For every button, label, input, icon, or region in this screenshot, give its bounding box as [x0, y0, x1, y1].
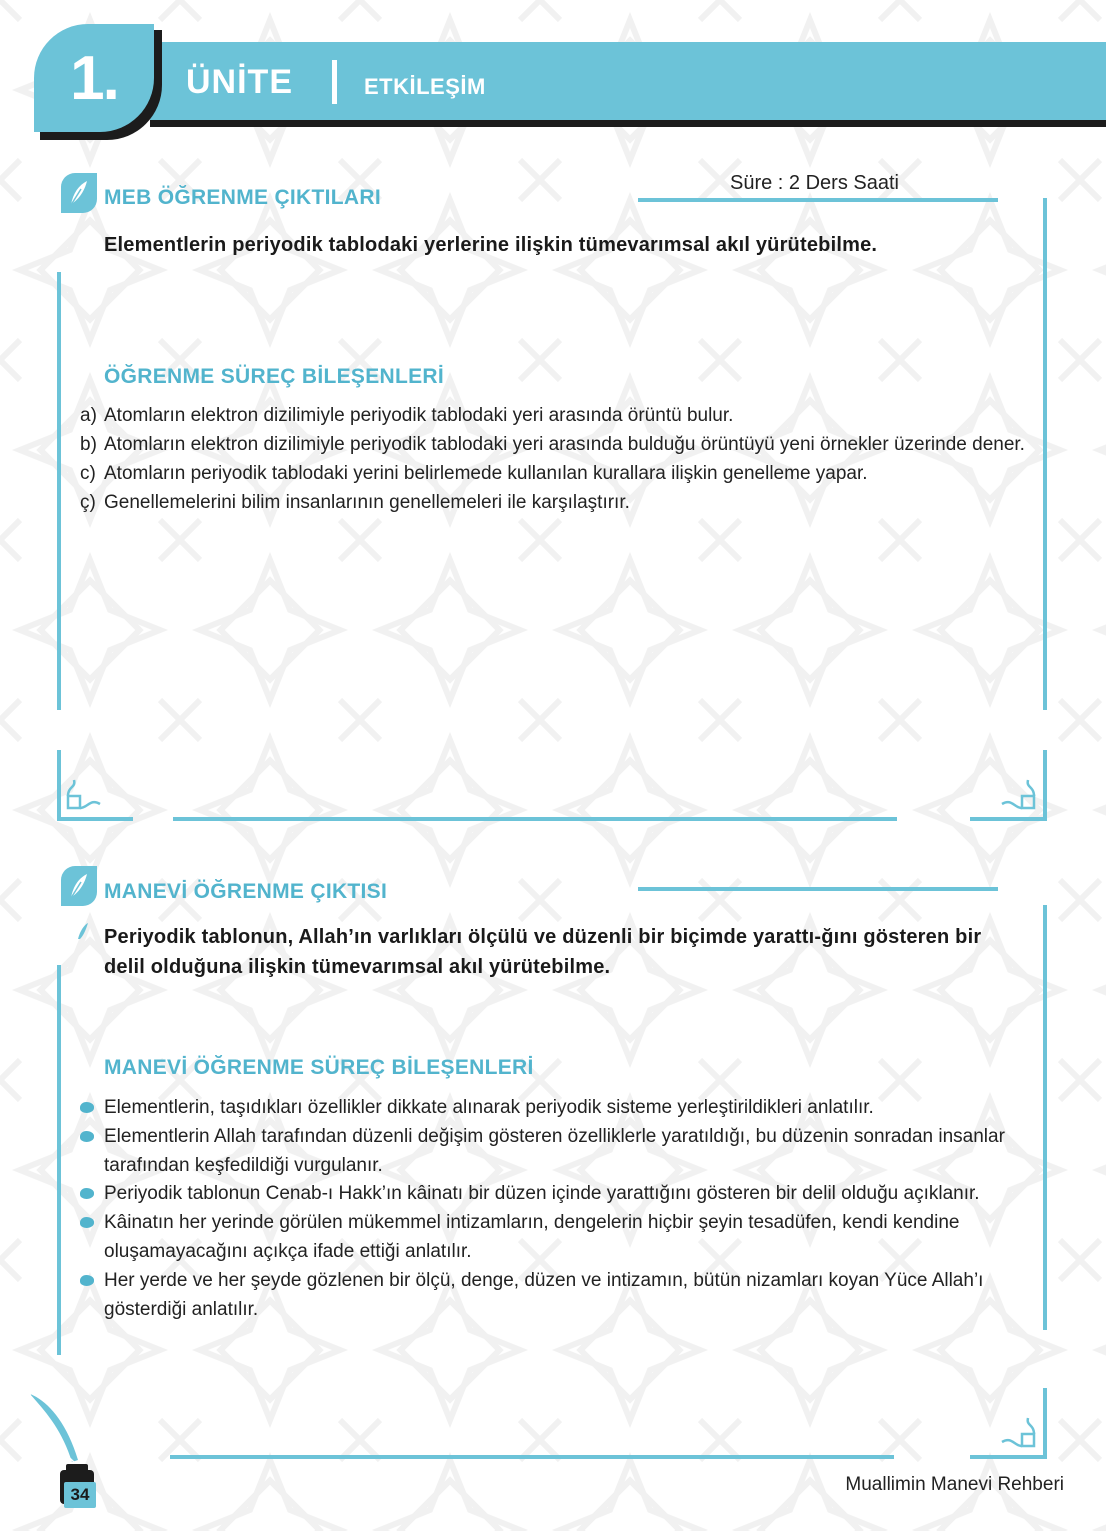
frame-bottom-center	[170, 1455, 894, 1459]
page-number: 34	[64, 1482, 96, 1508]
duration-label: Süre : 2 Ders Saati	[730, 172, 899, 194]
bullet-icon	[80, 1267, 104, 1325]
list-item: Elementlerin, taşıdıkları özellikler dikkate alınarak periyodik sisteme yerleştirildikleri anlatılır.	[80, 1094, 1015, 1123]
frame-bottom-left	[57, 817, 133, 821]
unit-number: 1.	[70, 43, 118, 113]
meb-process-title: ÖĞRENME SÜREÇ BİLEŞENLERİ	[104, 365, 445, 388]
list-item: c) Atomların periyodik tablodaki yerini belirlemede kullanılan kurallara ilişkin genelleme yapar.	[80, 463, 868, 484]
list-item: a) Atomların elektron dizilimiyle periyodik tablodaki yeri arasında örüntü bulur.	[80, 405, 734, 426]
frame-corner-right	[1043, 750, 1047, 820]
frame-corner-right	[1043, 1388, 1047, 1458]
list-item: Kâinatın her yerinde görülen mükemmel intizamların, dengelerin hiçbir şeyin tesadüfen, kendi kendine oluşamayacağını açıkça ifade ettiği anlatılır.	[80, 1209, 1015, 1267]
title-underline	[638, 198, 998, 202]
unit-topic: ETKİLEŞİM	[364, 74, 486, 99]
bullet-icon	[80, 1209, 104, 1267]
quill-icon	[57, 173, 97, 213]
list-item: ç) Genellemelerini bilim insanlarının genellemeleri ile karşılaştırır.	[80, 492, 630, 513]
meb-section-title: MEB ÖĞRENME ÇIKTILARI	[104, 186, 381, 209]
ornament-icon	[64, 776, 104, 814]
frame-right-line	[1043, 198, 1047, 710]
book-title: Muallimin Manevi Rehberi	[845, 1474, 1064, 1495]
unit-label: ÜNİTE	[186, 63, 293, 101]
manevi-process-list	[80, 1094, 1015, 1324]
ornament-icon	[998, 1414, 1038, 1452]
frame-bottom-right	[970, 817, 1047, 821]
manevi-outcome-text: Periyodik tablonun, Allah’ın varlıkları ölçülü ve düzenli bir biçimde yarattı-ğını gösteren bir delil olduğuna ilişkin tümevarımsal akıl yürütebilme.	[104, 926, 982, 978]
list-item: Periyodik tablonun Cenab-ı Hakk’ın kâinatı bir düzen içinde yarattığını gösteren bir delil olduğu açıklanır.	[80, 1180, 1015, 1209]
list-item: Elementlerin Allah tarafından düzenli değişim gösteren özelliklerle yaratıldığı, bu düzenin sonradan insanlar tarafından keşfedildiği vurgulanır.	[80, 1123, 1015, 1181]
frame-left-line	[57, 272, 61, 710]
list-item: Her yerde ve her şeyde gözlenen bir ölçü, denge, düzen ve intizamın, bütün nizamları koyan Yüce Allah’ı gösterdiği anlatılır.	[80, 1267, 1015, 1325]
bullet-icon	[80, 1180, 104, 1209]
bullet-icon	[80, 1123, 104, 1181]
frame-left-line	[57, 965, 61, 1355]
header-band	[150, 42, 1106, 120]
frame-corner-left	[57, 750, 61, 820]
manevi-section-title: MANEVİ ÖĞRENME ÇIKTISI	[104, 880, 388, 903]
frame-bottom-right	[970, 1455, 1047, 1459]
header-divider	[332, 60, 337, 104]
bullet-icon	[80, 1094, 104, 1123]
meb-outcome-text: Elementlerin periyodik tablodaki yerlerine ilişkin tümevarımsal akıl yürütebilme.	[104, 234, 878, 256]
frame-right-line	[1043, 905, 1047, 1330]
title-underline	[638, 887, 998, 891]
quill-icon	[57, 866, 97, 906]
manevi-process-title: MANEVİ ÖĞRENME SÜREÇ BİLEŞENLERİ	[104, 1056, 534, 1079]
meb-process-list	[80, 401, 1040, 517]
frame-bottom-center	[173, 817, 897, 821]
list-item: b) Atomların elektron dizilimiyle periyodik tablodaki yeri arasında bulduğu örüntüyü yeni örnekler üzerinde dener.	[80, 434, 1025, 455]
ornament-icon	[998, 776, 1038, 814]
feather-bullet-icon	[74, 921, 90, 941]
